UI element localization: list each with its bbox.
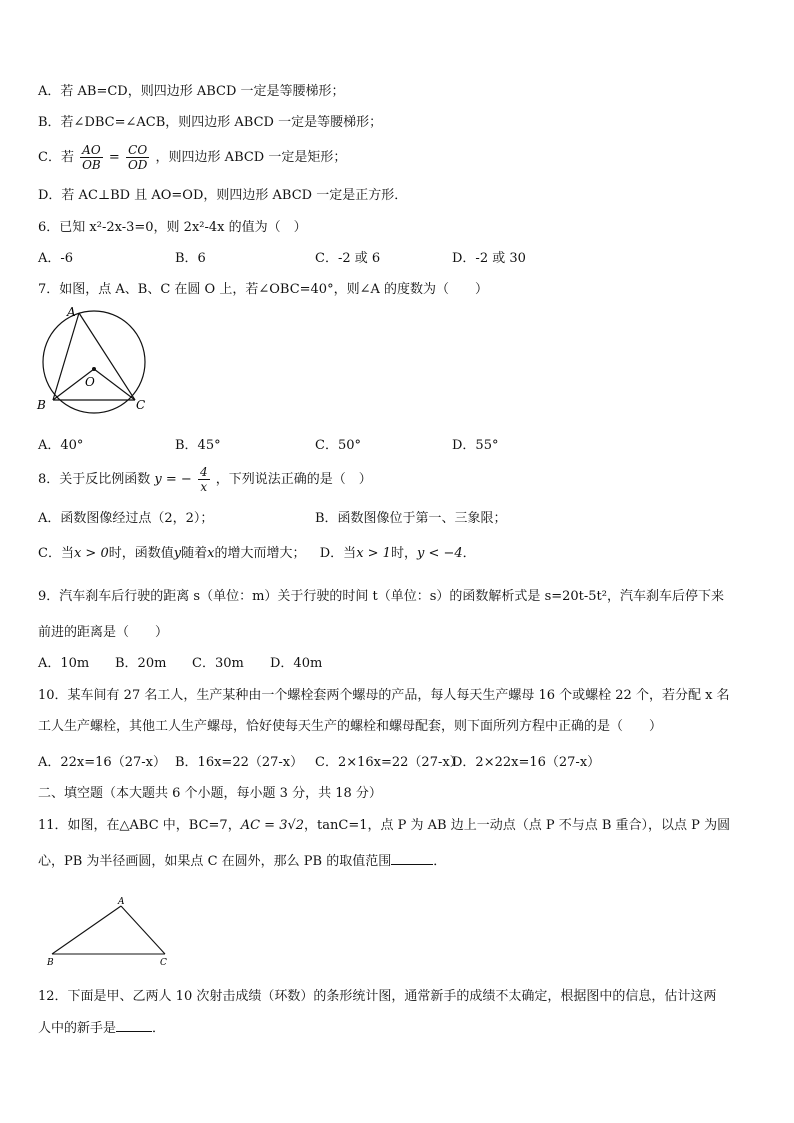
label-b: B bbox=[37, 398, 46, 412]
label-c: C bbox=[160, 958, 167, 968]
q11-ac-formula: AC = 3√2 bbox=[240, 818, 305, 833]
label-a: A bbox=[67, 305, 76, 319]
q8-options-cd bbox=[38, 545, 476, 563]
q11-line1-prefix: 11．如图，在△ABC 中，BC=7， bbox=[38, 818, 241, 833]
q5-option-c-suffix: ，则四边形 ABCD 一定是矩形； bbox=[155, 150, 347, 165]
q8-option-c-text: 的增大而增大； bbox=[214, 546, 306, 561]
q10-option-c: C．2×16x=22（27-x） bbox=[315, 755, 463, 770]
segment-ac bbox=[121, 906, 165, 954]
q5-option-c-prefix: C．若 bbox=[38, 150, 74, 165]
q6-option-d: D．-2 或 30 bbox=[452, 251, 526, 266]
q10-option-d: D．2×22x=16（27-x） bbox=[452, 755, 601, 770]
fraction-numerator: CO bbox=[126, 143, 149, 158]
center-dot bbox=[92, 367, 96, 371]
q8-option-c-math: x bbox=[207, 546, 215, 561]
fraction-denominator: OB bbox=[82, 158, 101, 172]
q9-option-a: A．10m bbox=[38, 656, 90, 671]
label-c: C bbox=[136, 398, 146, 412]
q10-stem-line1: 10．某车间有 27 名工人，生产某种由一个螺栓套两个螺母的产品，每人每天生产螺母 16 个或螺栓 22 个，若分配 x 名 bbox=[38, 688, 730, 703]
q8-option-c-math: y bbox=[173, 546, 182, 561]
q12-line2-end: ． bbox=[152, 1021, 166, 1036]
q6-stem: 6．已知 x²-2x-3=0，则 2x²-4x 的值为（ ） bbox=[38, 220, 307, 235]
label-o: O bbox=[85, 375, 95, 389]
q5-option-d: D．若 AC⊥BD 且 AO=OD，则四边形 ABCD 一定是正方形． bbox=[38, 188, 408, 203]
q7-option-d: D．55° bbox=[452, 438, 499, 453]
fraction-numerator: 4 bbox=[199, 465, 208, 479]
q9-option-d: D．40m bbox=[270, 656, 323, 671]
q8-fraction bbox=[198, 465, 210, 494]
q8-option-b: B．函数图像位于第一、三象限； bbox=[315, 511, 507, 526]
fraction-denominator: OD bbox=[127, 158, 148, 172]
q12-stem-line1: 12．下面是甲、乙两人 10 次射击成绩（环数）的条形统计图，通常新手的成绩不太确定，根据图中的信息，估计这两 bbox=[38, 989, 717, 1004]
q10-option-a: A．22x=16（27-x） bbox=[38, 755, 166, 770]
q6-option-c: C．-2 或 6 bbox=[315, 251, 381, 266]
segment-ba bbox=[52, 906, 121, 954]
q6-option-b: B．6 bbox=[175, 251, 206, 266]
q10-option-b: B．16x=22（27-x） bbox=[175, 755, 304, 770]
q12-stem-line2 bbox=[38, 1019, 165, 1038]
fraction-numerator: AO bbox=[80, 143, 103, 158]
q8-option-d-math: x > 1 bbox=[356, 546, 391, 561]
q11-line2-end: ． bbox=[433, 854, 447, 869]
q11-stem-line2 bbox=[38, 852, 446, 871]
q8-option-d-text: 时， bbox=[390, 546, 417, 561]
segment-ab bbox=[53, 313, 79, 400]
q7-option-c: C．50° bbox=[315, 438, 361, 453]
q8-option-d-math: y < −4 bbox=[416, 546, 463, 561]
q11-triangle-figure bbox=[44, 894, 174, 968]
q8-stem-suffix: ，下列说法正确的是（ ） bbox=[215, 472, 372, 487]
q9-option-c: C．30m bbox=[192, 656, 244, 671]
q12-line2-text: 人中的新手是 bbox=[38, 1021, 117, 1036]
q9-stem-line2: 前进的距离是（ ） bbox=[38, 625, 169, 640]
label-b: B bbox=[47, 958, 54, 968]
section-heading-fill-in: 二、填空题（本大题共 6 个小题，每小题 3 分，共 18 分） bbox=[38, 786, 382, 801]
q8-stem-prefix: 8．关于反比例函数 bbox=[38, 472, 151, 487]
q8-option-c-text: C．当 bbox=[38, 546, 74, 561]
q8-option-d-text: D．当 bbox=[319, 546, 357, 561]
answer-blank[interactable] bbox=[391, 852, 433, 865]
q10-stem-line2: 工人生产螺栓，其他工人生产螺母，恰好使每天生产的螺栓和螺母配套，则下面所列方程中正确的是（ ） bbox=[38, 719, 663, 734]
answer-blank[interactable] bbox=[116, 1019, 152, 1032]
equals-sign: = bbox=[108, 150, 120, 165]
q8-option-a: A．函数图像经过点（2，2）； bbox=[38, 511, 214, 526]
q8-function-lhs: y = − bbox=[154, 472, 192, 487]
q7-option-a: A．40° bbox=[38, 438, 84, 453]
q9-stem-line1: 9．汽车刹车后行驶的距离 s（单位：m）关于行驶的时间 t（单位：s）的函数解析式是 s=20t-5t²，汽车刹车后停下来 bbox=[38, 589, 724, 604]
q8-option-c-text: 时，函数值 bbox=[108, 546, 174, 561]
q5-option-c bbox=[38, 141, 346, 175]
q8-option-c-text: 随着 bbox=[181, 546, 208, 561]
q11-stem-line1 bbox=[38, 817, 730, 835]
fraction-denominator: x bbox=[200, 480, 208, 494]
label-a: A bbox=[118, 897, 125, 907]
q9-option-b: B．20m bbox=[115, 656, 167, 671]
q5-option-b: B．若∠DBC=∠ACB，则四边形 ABCD 一定是等腰梯形； bbox=[38, 115, 383, 130]
q5-option-a: A．若 AB=CD，则四边形 ABCD 一定是等腰梯形； bbox=[38, 84, 345, 99]
q5-fraction-ao-ob bbox=[80, 143, 103, 172]
q6-option-a: A．-6 bbox=[38, 251, 74, 266]
circle-o bbox=[43, 311, 145, 413]
q11-line1-suffix: ，tanC=1，点 P 为 AB 边上一动点（点 P 不与点 B 重合），以点 P 为圆 bbox=[304, 818, 731, 833]
q11-line2-text: 心，PB 为半径画圆，如果点 C 在圆外，那么 PB 的取值范围 bbox=[38, 854, 392, 869]
q8-stem bbox=[38, 462, 372, 498]
q7-circle-figure bbox=[34, 305, 154, 417]
q8-option-d-text: ． bbox=[462, 546, 476, 561]
q5-fraction-co-od bbox=[126, 143, 149, 172]
q7-stem: 7．如图，点 A、B、C 在圆 O 上，若∠OBC=40°，则∠A 的度数为（ ） bbox=[38, 282, 488, 297]
q8-option-c-math: x > 0 bbox=[73, 546, 109, 561]
q7-option-b: B．45° bbox=[175, 438, 221, 453]
segment-oc bbox=[94, 369, 135, 400]
